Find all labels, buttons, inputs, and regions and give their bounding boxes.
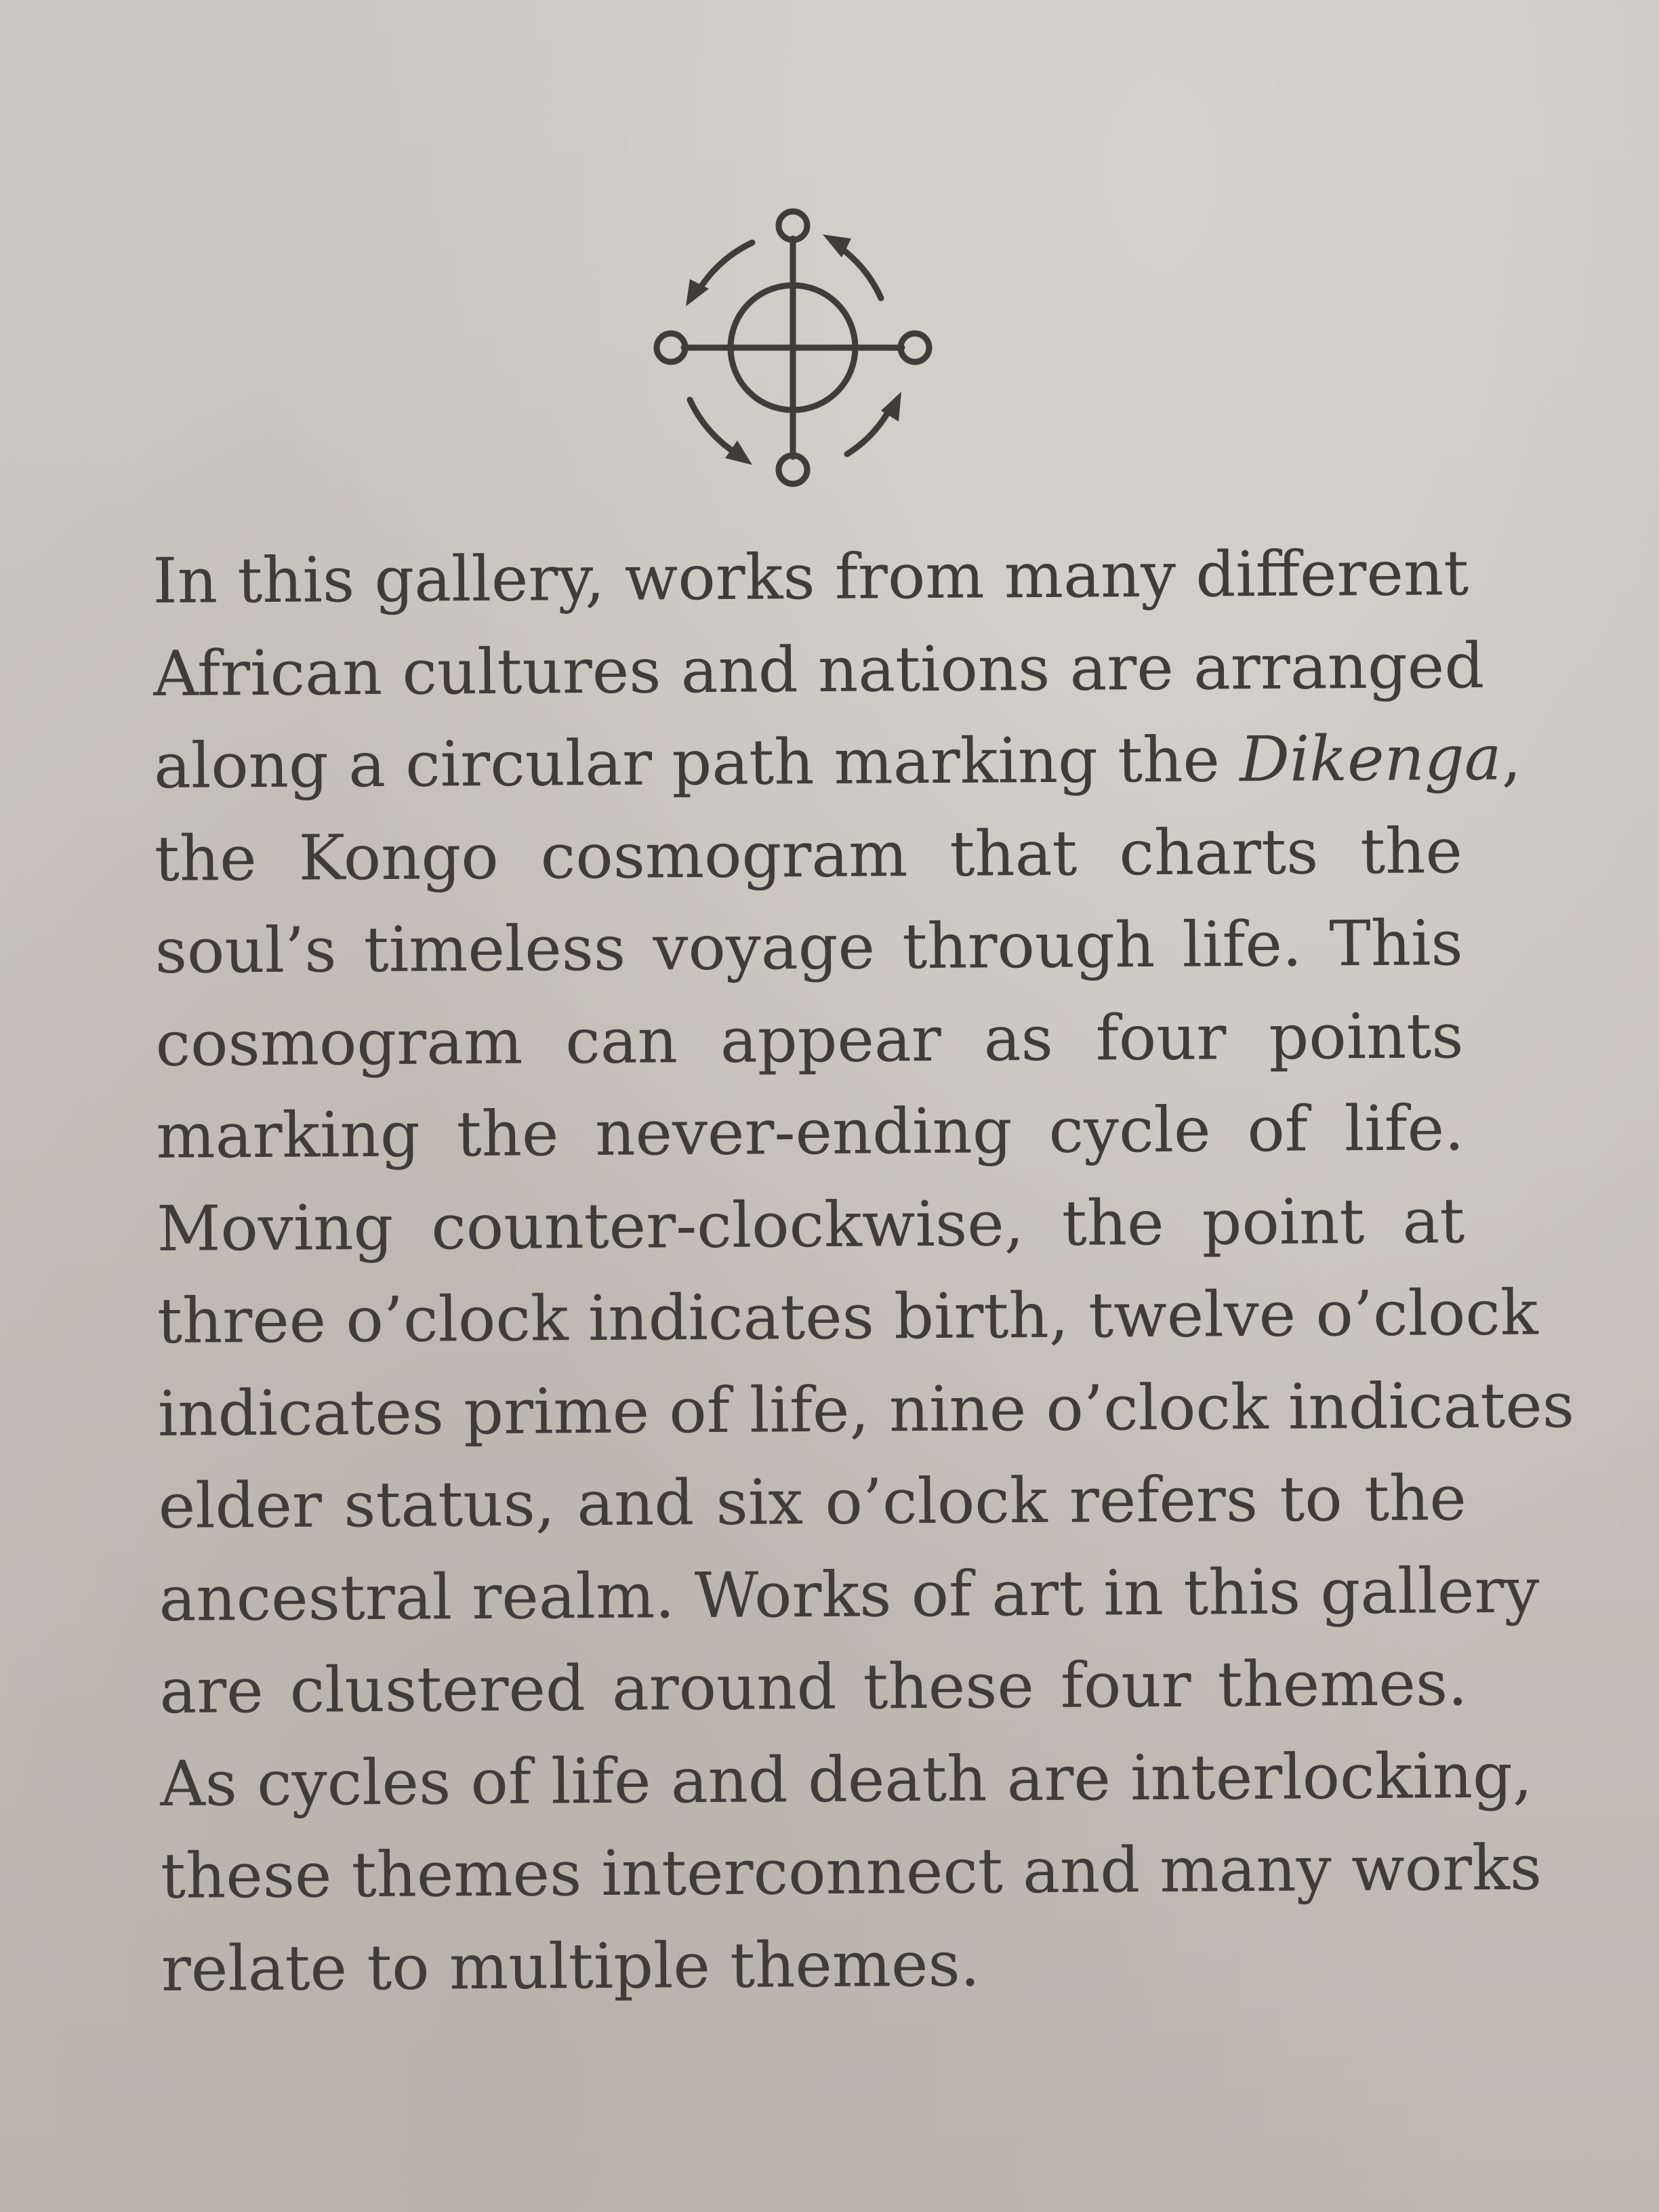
placard-line-4: the Kongo cosmogram that charts the: [154, 814, 1463, 895]
placard-line-7: marking the never-ending cycle of life.: [156, 1092, 1465, 1172]
placard-line-14: As cycles of life and death are interlocking,: [159, 1739, 1533, 1820]
placard-line-10: indicates prime of life, nine o’clock indicates: [157, 1368, 1575, 1450]
placard-line-1: In this gallery, works from many different: [152, 537, 1469, 617]
placard-text: [152, 527, 1575, 2015]
placard-line-2: African cultures and nations are arranged: [152, 629, 1485, 710]
placard-line-6: cosmogram can appear as four points: [155, 999, 1464, 1080]
placard-line-9: three o’clock indicates birth, twelve o’clock: [157, 1276, 1538, 1357]
placard-line-3: along a circular path marking the Dikenga,: [153, 721, 1522, 802]
placard-line-11: elder status, and six o’clock refers to the: [158, 1462, 1467, 1542]
dikenga-cosmogram-icon: [651, 203, 935, 495]
placard-line-12: ancestral realm. Works of art in this gallery: [159, 1554, 1540, 1635]
placard-line-13: are clustered around these four themes.: [159, 1647, 1468, 1727]
placard-line-5: soul’s timeless voyage through life. This: [155, 907, 1464, 987]
placard-line-8: Moving counter-clockwise, the point at: [156, 1184, 1465, 1265]
placard-line-15: these themes interconnect and many works: [160, 1831, 1542, 1912]
placard-line-16: relate to multiple themes.: [161, 1927, 981, 2005]
dikenga-term: Dikenga: [1239, 721, 1502, 796]
